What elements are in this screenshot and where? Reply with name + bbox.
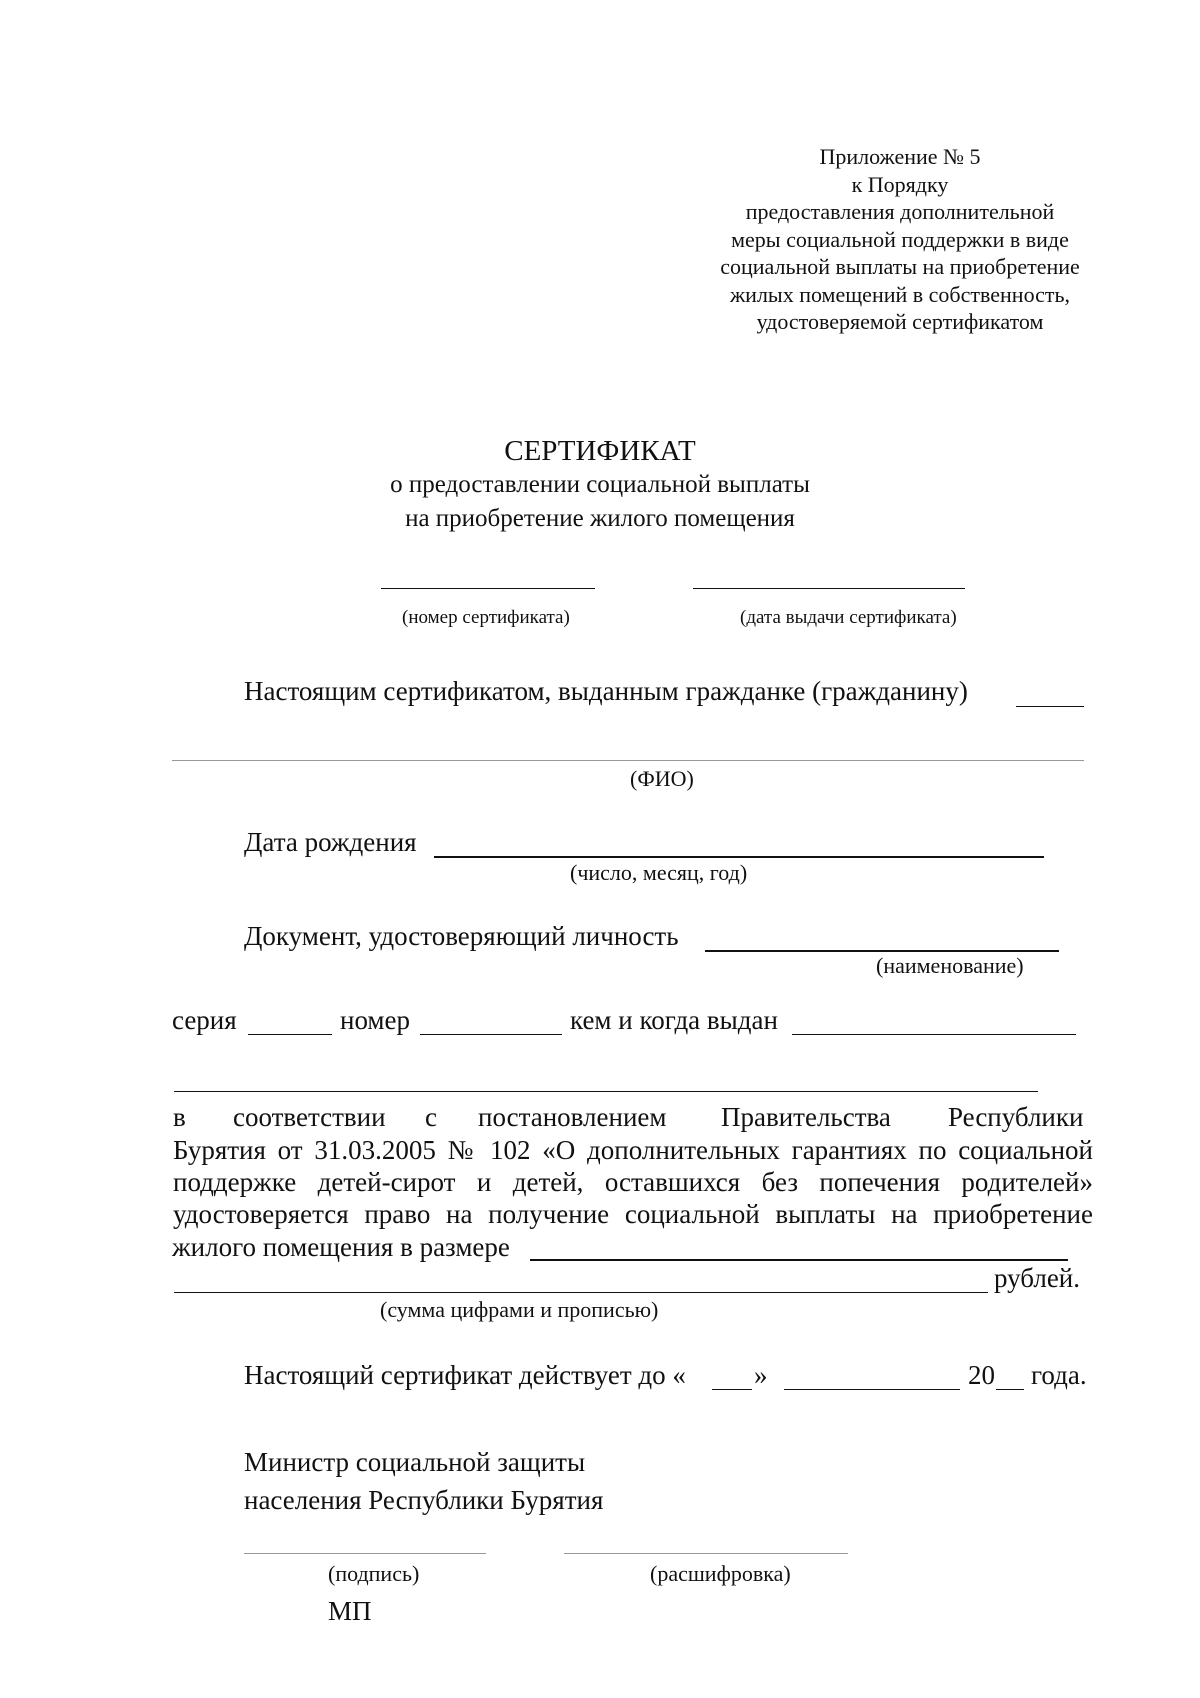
payment-amount-field-continued[interactable] [174, 1292, 988, 1293]
issue-date-caption: (дата выдачи сертификата) [740, 607, 957, 628]
certificate-number-field[interactable] [381, 588, 595, 589]
certificate-number-caption: (номер сертификата) [402, 607, 570, 628]
issued-by-label: кем и когда выдан [570, 1005, 778, 1035]
body-word: в [173, 1102, 186, 1132]
issued-to-text: Настоящим сертификатом, выданным гражданке (гражданину) [244, 676, 968, 706]
body-word: с [425, 1102, 437, 1132]
signature-decode-caption: (расшифровка) [650, 1561, 791, 1586]
identity-document-caption: (наименование) [876, 953, 1024, 978]
appendix-block [690, 143, 1110, 336]
appendix-line: жилых помещений в собственность, [729, 281, 1071, 307]
validity-year-prefix: 20 [968, 1360, 995, 1390]
body-word: Республики [948, 1102, 1084, 1132]
appendix-line: Приложение № 5 [819, 144, 981, 169]
body-line-4: удостоверяется право на получение социальной выплаты на приобретение [173, 1199, 1093, 1229]
body-line-3: поддержке детей-сирот и детей, оставшихся без попечения родителей» [173, 1167, 1093, 1197]
issue-date-field[interactable] [693, 588, 965, 589]
stamp-place: МП [328, 1596, 372, 1626]
validity-suffix: года. [1031, 1360, 1087, 1390]
series-field[interactable] [248, 1034, 332, 1035]
appendix-line: удостоверяемой сертификатом [756, 309, 1044, 334]
appendix-line: социальной выплаты на приобретение [720, 254, 1080, 279]
appendix-line: к Порядку [851, 171, 949, 197]
sum-caption: (сумма цифрами и прописью) [380, 1297, 659, 1322]
certificate-subtitle-2: на приобретение жилого помещения [405, 505, 795, 532]
body-line-2: Бурятия от 31.03.2005 № 102 «О дополнительных гарантиях по социальной [173, 1135, 1093, 1165]
signature-caption: (подпись) [328, 1561, 420, 1586]
number-label: номер [340, 1005, 411, 1035]
identity-document-field[interactable] [705, 950, 1059, 952]
certificate-title: СЕРТИФИКАТ [504, 435, 696, 467]
minister-position-line-1: Министр социальной защиты [244, 1447, 586, 1477]
recipient-name-field[interactable] [172, 760, 1084, 761]
validity-quote-close: » [754, 1360, 768, 1390]
validity-prefix: Настоящий сертификат действует до « [244, 1360, 686, 1390]
certificate-heading [0, 434, 1200, 536]
issued-by-field[interactable] [792, 1034, 1076, 1035]
appendix-line: меры социальной поддержки в виде [731, 226, 1069, 252]
signature-field[interactable] [244, 1553, 486, 1554]
body-word: постановлением [478, 1102, 667, 1132]
appendix-line: предоставления дополнительной [745, 199, 1055, 224]
body-word: соответствии [233, 1102, 386, 1132]
fio-caption: (ФИО) [630, 766, 694, 791]
series-label: серия [172, 1005, 237, 1035]
payment-amount-field[interactable] [530, 1259, 1068, 1261]
issued-by-field-continued[interactable] [174, 1091, 1038, 1092]
signature-decode-field[interactable] [564, 1553, 848, 1554]
birth-date-field[interactable] [434, 856, 1044, 858]
birth-date-caption: (число, месяц, год) [570, 860, 748, 885]
validity-day-field[interactable] [712, 1389, 752, 1390]
rubles-label: рублей. [994, 1263, 1081, 1293]
validity-year-field[interactable] [996, 1389, 1024, 1390]
validity-month-field[interactable] [784, 1389, 960, 1390]
birth-date-label: Дата рождения [244, 827, 417, 857]
body-word: Правительства [721, 1102, 891, 1132]
minister-position-line-2: населения Республики Бурятия [244, 1485, 604, 1515]
recipient-name-field-start[interactable] [1016, 706, 1084, 707]
certificate-subtitle-1: о предоставлении социальной выплаты [390, 471, 810, 498]
identity-document-label: Документ, удостоверяющий личность [244, 921, 679, 951]
number-field[interactable] [420, 1034, 562, 1035]
body-line-5: жилого помещения в размере [172, 1232, 510, 1262]
